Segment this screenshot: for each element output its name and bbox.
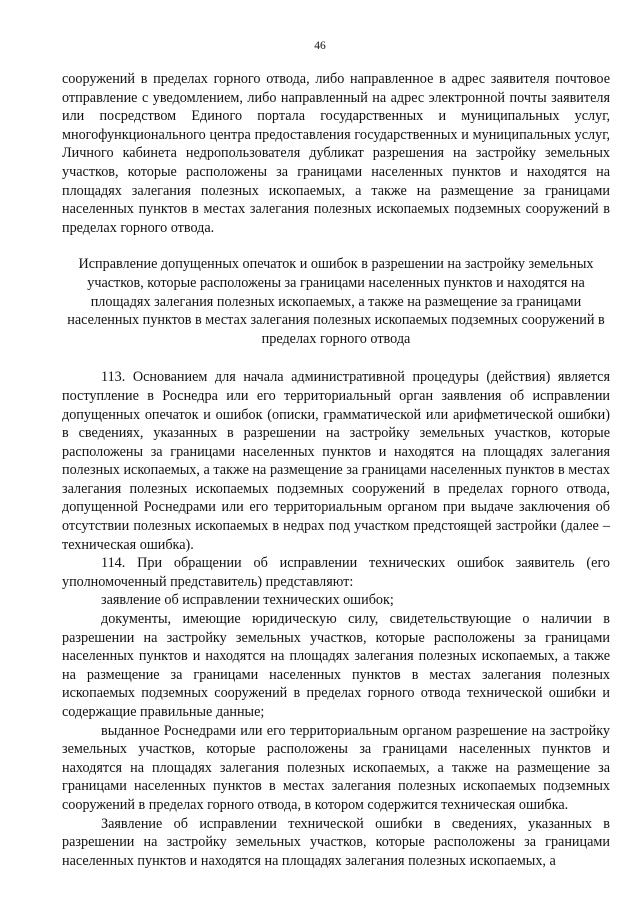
document-body <box>62 70 610 870</box>
section-heading: Исправление допущенных опечаток и ошибок в разрешении на застройку земельных участков, которые расположены за границами населенных пунктов и находятся на площадях залегания полезных ископаемых, а также на размещение за границами населенных пунктов в местах залегания полезных ископаемых подземных сооружений в пределах горного отвода <box>67 256 605 347</box>
list-item-documents: документы, имеющие юридическую силу, свидетельствующие о наличии в разрешении на застройку земельных участков, которые расположены за границами населенных пунктов и находятся на площадях залегания полезных ископаемых, а также на размещение за границами населенных пунктов в местах залегания полезных ископаемых подземных сооружений в пределах горного отвода технической ошибки и содержащие правильные данные; <box>62 611 610 720</box>
paragraph-114: 114. При обращении об исправлении технических ошибок заявитель (его уполномоченный представитель) представляют: <box>62 555 610 590</box>
continuation-paragraph: сооружений в пределах горного отвода, либо направленное в адрес заявителя почтовое отправление с уведомлением, либо направленный на адрес электронной почты заявителя или посредством Единого портала государственных и муниципальных услуг, многофункционального центра предоставления государственных и муниципальных услуг, Личного кабинета недропользователя дубликат разрешения на застройку земельных участков, которые расположены за границами населенных пунктов и находятся на площадях залегания полезных ископаемых, а также на размещение за границами населенных пунктов в местах залегания полезных ископаемых подземных сооружений в пределах горного отвода. <box>62 71 610 236</box>
paragraph-application-note: Заявление об исправлении технической ошибки в сведениях, указанных в разрешении на застройку земельных участков, которые расположены за границами населенных пунктов и находятся на площадях залегания полезных ископаемых, а <box>62 815 610 869</box>
list-item-application: заявление об исправлении технических ошибок; <box>101 592 394 609</box>
page-number: 46 <box>314 40 326 52</box>
paragraph-113: 113. Основанием для начала административной процедуры (действия) является поступление в Роснедра или его территориальный орган заявления об исправлении допущенных опечаток и ошибок (описки, грамматической или арифметической ошибки) в сведениях, указанных в разрешении на застройку земельных участков, которые расположены за границами населенных пунктов и находятся на площадях залегания полезных ископаемых, а также на размещение за границами населенных пунктов в местах залегания полезных ископаемых подземных сооружений в пределах горного отвода, допущенной Роснедрами или его территориальным органом при выдаче заключения об отсутствии полезных ископаемых в недрах под участком предстоящей застройки (далее – техническая ошибка). <box>62 369 610 553</box>
list-item-issued-permit: выданное Роснедрами или его территориальным органом разрешение на застройку земельных участков, которые расположены за границами населенных пунктов и находятся на площадях залегания полезных ископаемых, а также на размещение за границами населенных пунктов в местах залегания полезных ископаемых подземных сооружений в пределах горного отвода, в котором содержится техническая ошибка. <box>62 722 610 813</box>
